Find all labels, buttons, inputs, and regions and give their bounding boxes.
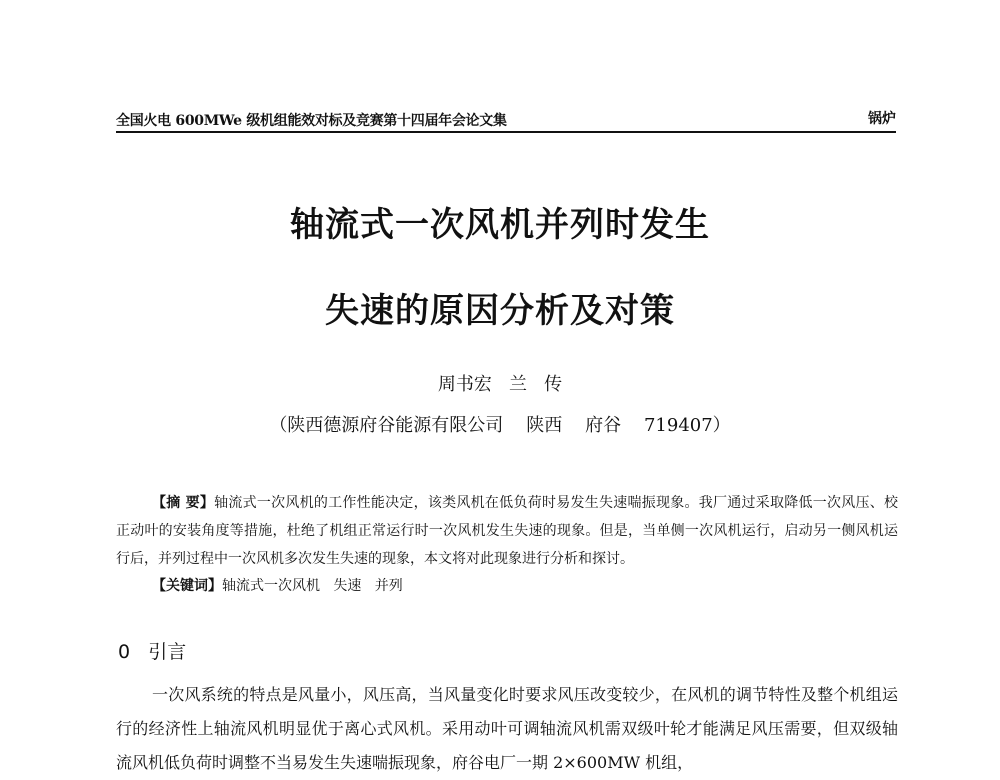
abstract-label: 【摘 要】 [152, 495, 215, 511]
author-names: 周书宏 兰 传 [437, 374, 563, 395]
proceedings-title: 全国火电 600MWe 级机组能效对标及竞赛第十四届年会论文集 [116, 113, 507, 129]
introduction-paragraph: 一次风系统的特点是风量小，风压高，当风量变化时要求风压改变较少，在风机的调节特性及整个机组运行的经济性上轴流风机明显优于离心式风机。采用动叶可调轴流风机需双级叶轮才能满足风压需要，但双级轴流风机低负荷时调整不当易发生失速喘振现象，府谷电厂一期 2×600MW 机组， [116, 685, 898, 772]
keywords-label: 【关键词】 [152, 578, 222, 594]
abstract [116, 489, 898, 573]
author-affiliation: （陕西德源府谷能源有限公司 陕西 府谷 719407） [269, 415, 731, 436]
section-heading-introduction: 0 引言 [118, 641, 187, 663]
keywords-text: 轴流式一次风机 失速 并列 [222, 578, 403, 594]
introduction-body [116, 678, 898, 780]
abstract-text: 轴流式一次风机的工作性能决定，该类风机在低负荷时易发生失速喘振现象。我厂通过采取降低一次风压、校正动叶的安装角度等措施，杜绝了机组正常运行时一次风机发生失速的现象。但是，当单侧一次风机运行，启动另一侧风机运行后，并列过程中一次风机多次发生失速的现象，本文将对此现象进行分析和探讨。 [116, 495, 899, 567]
paper-title-line-2: 失速的原因分析及对策 [325, 291, 675, 331]
running-header [116, 108, 896, 130]
keywords [152, 575, 403, 595]
section-label: 锅炉 [868, 111, 896, 127]
header-rule [116, 131, 896, 133]
paper-title-line-1: 轴流式一次风机并列时发生 [290, 205, 710, 245]
